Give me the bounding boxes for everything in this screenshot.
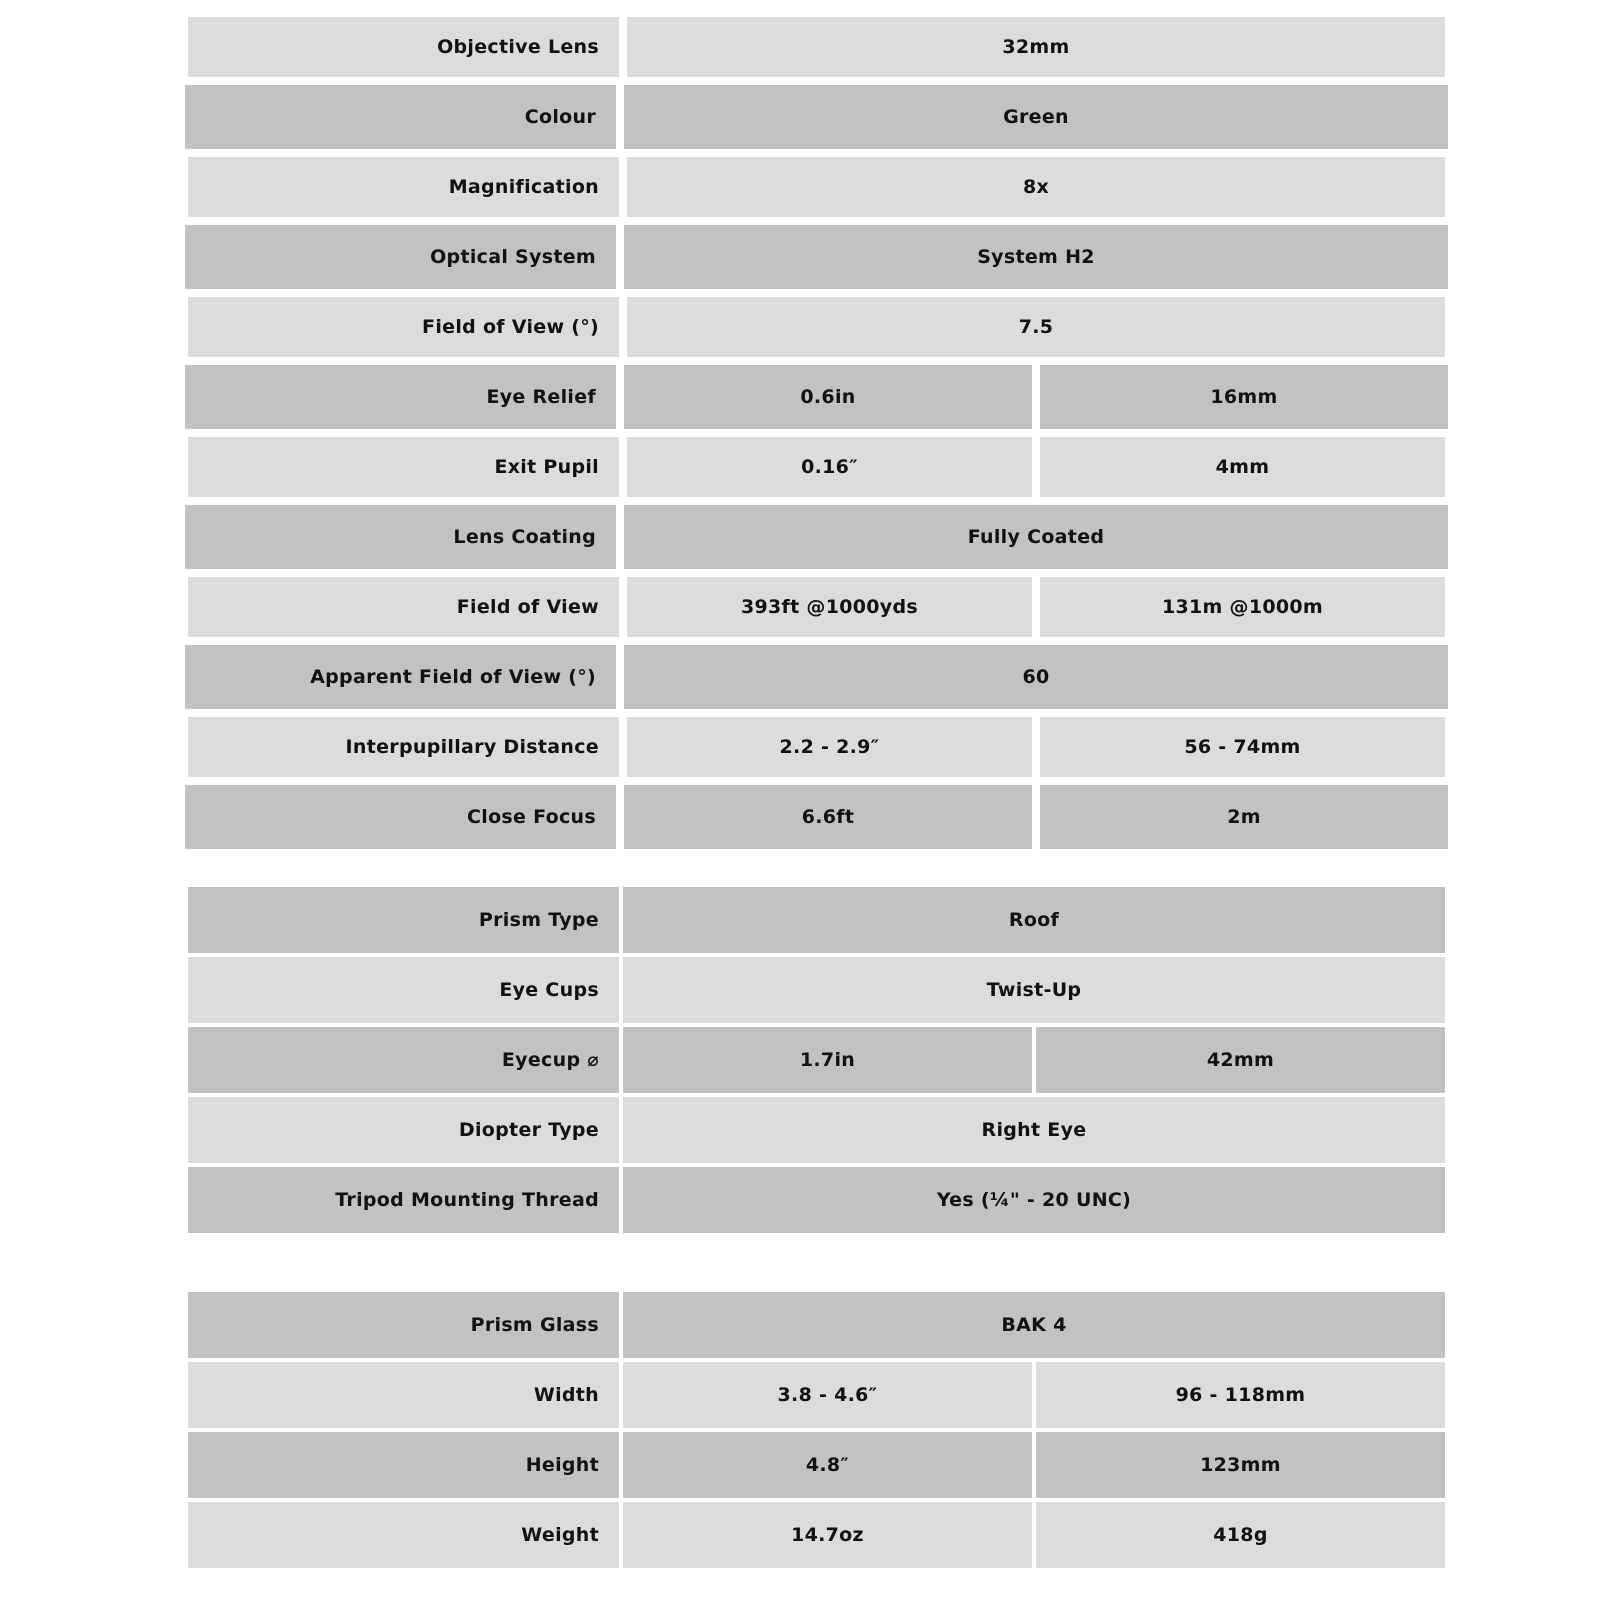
spec-row — [185, 645, 1448, 709]
spec-label: Lens Coating — [185, 505, 616, 569]
spec-value: 418g — [1036, 1502, 1445, 1568]
spec-row — [188, 577, 1445, 637]
spec-row — [188, 157, 1445, 217]
spec-value: 7.5 — [627, 297, 1445, 357]
spec-row — [185, 785, 1448, 849]
spec-label: Prism Glass — [188, 1292, 619, 1358]
spec-row — [188, 1292, 1445, 1358]
spec-value: 8x — [627, 157, 1445, 217]
spec-value: 6.6ft — [624, 785, 1032, 849]
spec-value: 4mm — [1040, 437, 1445, 497]
spec-value: 3.8 - 4.6″ — [623, 1362, 1032, 1428]
spec-row — [188, 1167, 1445, 1233]
spec-row — [185, 365, 1448, 429]
spec-value: Green — [624, 85, 1448, 149]
dimensions-spec-table — [188, 1292, 1445, 1572]
spec-label: Field of View (°) — [188, 297, 619, 357]
spec-row — [188, 1502, 1445, 1568]
spec-row — [188, 1097, 1445, 1163]
spec-row — [188, 17, 1445, 77]
spec-value: 0.16″ — [627, 437, 1032, 497]
spec-value: 56 - 74mm — [1040, 717, 1445, 777]
spec-label: Exit Pupil — [188, 437, 619, 497]
spec-label: Interpupillary Distance — [188, 717, 619, 777]
spec-value: Right Eye — [623, 1097, 1445, 1163]
spec-value: 16mm — [1040, 365, 1448, 429]
spec-value: 42mm — [1036, 1027, 1445, 1093]
spec-row — [185, 225, 1448, 289]
spec-row — [188, 887, 1445, 953]
spec-row — [185, 85, 1448, 149]
spec-label: Eye Cups — [188, 957, 619, 1023]
spec-value: 393ft @1000yds — [627, 577, 1032, 637]
spec-row — [188, 957, 1445, 1023]
spec-value: Fully Coated — [624, 505, 1448, 569]
spec-value: 0.6in — [624, 365, 1032, 429]
spec-value: 14.7oz — [623, 1502, 1032, 1568]
spec-label: Tripod Mounting Thread — [188, 1167, 619, 1233]
spec-label: Magnification — [188, 157, 619, 217]
spec-value: 1.7in — [623, 1027, 1032, 1093]
spec-row — [188, 1362, 1445, 1428]
spec-value: 131m @1000m — [1040, 577, 1445, 637]
spec-label: Diopter Type — [188, 1097, 619, 1163]
spec-value: System H2 — [624, 225, 1448, 289]
spec-label: Eye Relief — [185, 365, 616, 429]
spec-row — [188, 297, 1445, 357]
spec-value: Roof — [623, 887, 1445, 953]
spec-value: Twist-Up — [623, 957, 1445, 1023]
spec-row — [188, 437, 1445, 497]
spec-value: BAK 4 — [623, 1292, 1445, 1358]
spec-label: Weight — [188, 1502, 619, 1568]
optics-spec-table — [188, 17, 1445, 857]
build-spec-table — [188, 887, 1445, 1237]
spec-row — [188, 717, 1445, 777]
spec-label: Eyecup ⌀ — [188, 1027, 619, 1093]
spec-label: Optical System — [185, 225, 616, 289]
spec-label: Close Focus — [185, 785, 616, 849]
spec-value: 4.8″ — [623, 1432, 1032, 1498]
spec-label: Apparent Field of View (°) — [185, 645, 616, 709]
spec-value: 123mm — [1036, 1432, 1445, 1498]
spec-value: 32mm — [627, 17, 1445, 77]
spec-label: Field of View — [188, 577, 619, 637]
spec-row — [188, 1432, 1445, 1498]
spec-value: 96 - 118mm — [1036, 1362, 1445, 1428]
spec-value: 2m — [1040, 785, 1448, 849]
spec-row — [188, 1027, 1445, 1093]
spec-value: 60 — [624, 645, 1448, 709]
spec-row — [185, 505, 1448, 569]
spec-label: Objective Lens — [188, 17, 619, 77]
spec-value: 2.2 - 2.9″ — [627, 717, 1032, 777]
spec-label: Width — [188, 1362, 619, 1428]
spec-label: Height — [188, 1432, 619, 1498]
spec-value: Yes (¼" - 20 UNC) — [623, 1167, 1445, 1233]
spec-label: Prism Type — [188, 887, 619, 953]
spec-label: Colour — [185, 85, 616, 149]
